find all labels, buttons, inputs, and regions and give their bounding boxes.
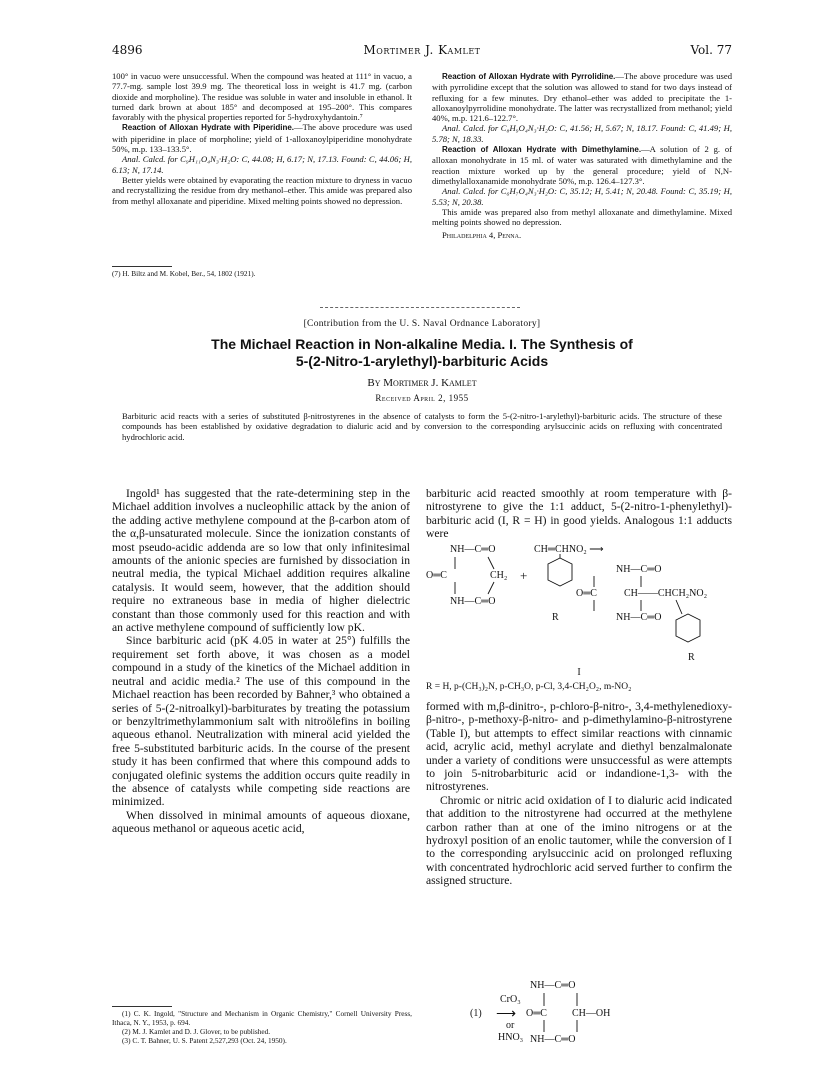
footnote-1: (1) C. K. Ingold, "Structure and Mechanism in Organic Chemistry," Cornell University Press, Ithaca, N. Y., 1953, p. 694. [112,1009,412,1027]
struct-text: NH—C═O [530,980,576,991]
paragraph-text: —The above procedure was used with piperidine in place of morpholine; yield of 1-alloxanoylpiperidine monohydrate 50%, m.p. 133–133.5°. [112,122,413,155]
paragraph-text: —A solution of 2 g. of alloxan monohydrate in 15 ml. of water was saturated with dimethylamine and the reaction mixture worked up by the general procedure; yield of N,N-dimethylalloxanamide monohydrate 50%, m.p. 126.4–127.3°. [432,144,732,186]
paragraph: Since barbituric acid (pK 4.05 in water at 25°) fulfills the requirement set forth above, it was chosen as a model compound in a study of the kinetics of the Michael addition in neutral and acidic media.² The use of this compound in the Michael reaction has been recorded by Bahner,³ who obtained a series of 5-(2-nitroalkyl)-barbiturates by treating the potassium or benzyltrimethylammonium salt with nitroölefins in boiling aqueous ethanol. Neutralization with mineral acid yielded the free 5-substituted barbituric acids. In the course of the present study it has been confirmed that where this compound adds to conjugated olefinic systems the addition occurs quite readily in the absence of catalysts while competing side reactions are minimized. [112,634,410,809]
reaction-scheme-2 [470,980,730,1050]
struct-text: O═C [426,570,447,581]
analysis-line: Anal. Calcd. for C₈H₉O₄N₃·H₂O: C, 41.56; H, 5.67; N, 18.17. Found: C, 41.49; H, 5.78; N, 18.33. [432,123,732,144]
paragraph-text: —The above procedure was used with pyrrolidine except that the solution was allowed to stand for two days instead of refluxing for a few minutes. Dry ethanol–ether was added to precipitate the 1-alloxanoylpyrrolidine monohydrate. The latter was recrystallized from methanol; yield 40%, m.p. 121.6–122.7°. [432,71,732,124]
contribution-line: [Contribution from the U. S. Naval Ordnance Laboratory] [303,319,541,329]
struct-text: NH—C═O [530,1034,576,1045]
section-divider [320,307,520,308]
paragraph [432,71,732,123]
paragraph [112,122,412,154]
struct-text: NH—C═O [616,564,662,575]
struct-text: NH—C═O [450,544,496,555]
struct-text: NH—C═O [616,612,662,623]
paragraph: Better yields were obtained by evaporating the reaction mixture to dryness in vacuo and recrystallizing the residue from dry methanol–ether. This amide was prepared also from methyl alloxanate and piperidine. Mixed melting points showed no depression. [112,174,412,206]
paragraph: 100° in vacuo were unsuccessful. When the compound was heated at 111° in vacuo, a 77.7-mg. sample lost 39.9 mg. The theoretical loss in weight is 41.7 mg. (carbon dioxide and morpholine). The residue was soluble in water and insoluble in ethanol. It turned dark brown at about 185° and decomposed at 195–200°. This compares favorably with the physical properties reported for 5-hydroxyhydantoin.⁷ [112,71,412,123]
structure-bonds [470,980,730,1050]
received-date: Received April 2, 1955 [375,393,469,403]
body-left-column [112,487,410,836]
struct-text: O═C [576,588,597,599]
section-heading: Reaction of Alloxan Hydrate with Pyrrolidine. [442,72,616,81]
reaction-scheme-1 [426,544,732,664]
struct-text: CH——CHCH₂NO₂ [624,588,708,599]
structure-bonds [426,544,732,664]
struct-text: CH₂ [490,570,508,581]
body-right-column [426,700,732,888]
r-groups-line: R = H, p-(CH₃)₂N, p-CH₃O, p-Cl, 3,4-CH₂O₂, m-NO₂ [426,682,632,692]
analysis-line: Anal. Calcd. for C₆H₇O₄N₃·H₂O: C, 35.12; H, 5.41; N, 20.48. Found: C, 35.19; H, 5.53; N, 20.38. [432,186,732,207]
title-line-2: 5-(2-Nitro-1-arylethyl)-barbituric Acids [295,353,549,369]
struct-text: R [552,612,559,623]
abstract: Barbituric acid reacts with a series of substituted β-nitrostyrenes in the absence of catalysts to form the 5-(2-nitro-1-arylethyl)-barbituric acids. The structure of these compounds has been established by oxidative degradation to dialuric acid and by conversion to the corresponding arylsuccinic acids on refluxing with concentrated hydrochloric acid. [122,411,722,442]
struct-text: HNO₃ [498,1032,524,1043]
footnote-7: (7) H. Biltz and M. Kobel, Ber., 54, 1802 (1921). [112,269,256,278]
struct-text: NH—C═O [450,596,496,607]
body-right-para-1: barbituric acid reacted smoothly at room temperature with β-nitrostyrene to give the 1:1 adduct, 5-(2-nitro-1-phenylethyl)-barbituric acid (I, R = H) in good yields. Analogous 1:1 adducts were [426,487,732,541]
compound-label: I [577,667,581,678]
paragraph: When dissolved in minimal amounts of aqueous dioxane, aqueous methanol or aqueous acetic acid, [112,808,410,836]
section-heading: Reaction of Alloxan Hydrate with Dimethylamine. [442,145,642,155]
title-line-1: The Michael Reaction in Non-alkaline Media. I. The Synthesis of [211,336,633,352]
paragraph [432,144,732,186]
analysis-line: Anal. Calcd. for C₉H₁₁O₄N₃·H₂O: C, 44.08; H, 6.17; N, 17.13. Found: C, 44.06; H, 6.13; N, 17.14. [112,154,412,175]
paragraph: Ingold¹ has suggested that the rate-determining step in the Michael addition involves a nucleophilic attack by the anion of the adding active methylene compound at the β-carbon atom of the α,β-unsaturated molecule. Since the ionization constants of most pseudo-acidic addenda are so low that only infinitesimal amounts of the anionic species are furnished by dissociation in neutral media, the typical Michael addition requires alkaline catalysis. It would seem, however, that the addition should require no extraneous base in media of higher dielectric constant than those commonly used for this reaction and with an active methylene compound of sufficiently low pK. [112,487,410,635]
place-line: Philadelphia 4, Penna. [442,230,522,241]
paragraph: formed with m,β-dinitro-, p-chloro-β-nitro-, 3,4-methylenedioxy-β-nitro-, p-methoxy-β-nitro- and p-dimethylamino-β-nitrostyrene (Table I), but attempts to effect similar reactions with cinnamic acid, acrylic acid, methyl acrylate and diethyl benzalmalonate under a variety of conditions were unsuccessful as were attempts to join 5-nitrobarbituric acid or indandione-1,3- with the nitrostyrenes. [426,700,732,794]
footnote-3: (3) C. T. Bahner, U. S. Patent 2,527,293 (Oct. 24, 1950). [122,1036,287,1045]
footnote-2: (2) M. J. Kamlet and D. J. Glover, to be published. [122,1027,271,1036]
running-author: Mortimer J. Kamlet [363,43,481,57]
paragraph: Chromic or nitric acid oxidation of I to dialuric acid indicated that addition to the nitrostyrene had occurred at the methylene carbon rather than at one of the imino nitrogens or at the hydroxyl position of an enolic tautomer, while the conversion of I to the corresponding arylsuccinic acid on prolonged refluxing with concentrated hydrochloric acid served further to confirm the assigned structure. [426,793,732,888]
footnote-rule [112,266,172,267]
page-number: 4896 [112,43,143,57]
article-title [112,336,732,370]
struct-text: R [688,652,695,663]
footnotes [112,1009,412,1045]
struct-text: or [506,1020,515,1031]
footnote-rule [112,1006,172,1007]
paragraph: This amide was prepared also from methyl alloxanate and dimethylamine. Mixed melting points showed no depression. [432,206,732,228]
struct-text: CrO₃ [500,994,521,1005]
struct-text: O═C [526,1008,547,1019]
top-right-column [432,71,732,241]
struct-text: CH═CHNO₂ ⟶ [534,544,604,555]
struct-text: (1) [470,1008,482,1019]
volume-label: Vol. 77 [690,43,732,57]
top-left-column [112,71,412,206]
plus-sign: + [520,568,528,583]
byline: By Mortimer J. Kamlet [367,377,477,389]
arrow: ⟶ [496,1007,517,1022]
section-heading: Reaction of Alloxan Hydrate with Piperidine. [122,123,295,133]
struct-text: CH—OH [572,1008,611,1019]
